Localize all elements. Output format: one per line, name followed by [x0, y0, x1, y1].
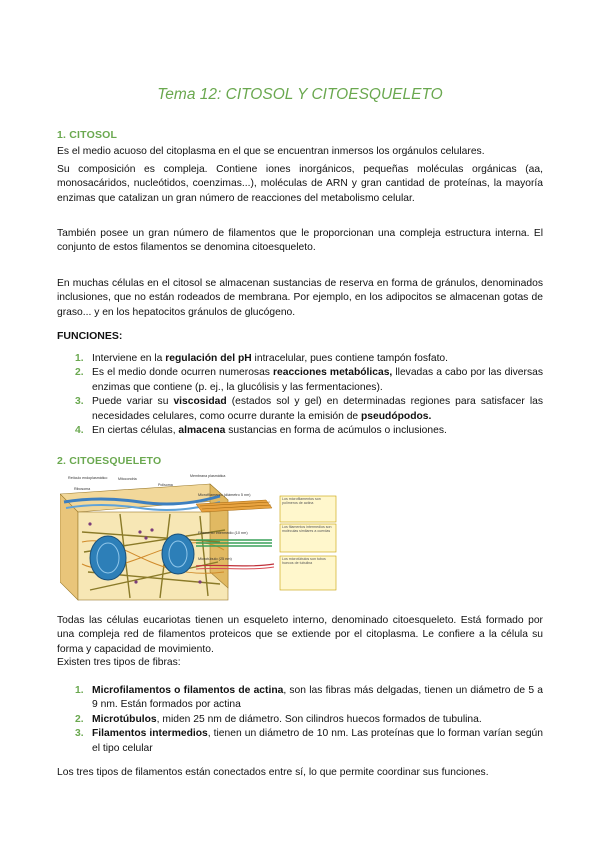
figure-label: Polisoma: [158, 483, 173, 487]
list-item: 4. En ciertas células, almacena sustancias en forma de acúmulos o inclusiones.: [75, 425, 447, 437]
funciones-heading: FUNCIONES:: [57, 330, 123, 342]
figure-label: Mitocondria: [118, 477, 137, 481]
paragraph: En muchas células en el citosol se almacenan sustancias de reserva en forma de gránulos, denominados inclusiones, que no están rodeados de membrana. Por ejemplo, en los adipocitos se almacenan gotas de graso... y en los hepatocitos gránulos de glucógeno.: [57, 278, 543, 318]
paragraph: Los tres tipos de filamentos están conectados entre sí, lo que permite coordinar sus funciones.: [57, 767, 489, 778]
list-item: 1. Interviene en la regulación del pH intracelular, pues contiene tampón fosfato.: [75, 353, 449, 364]
list-item: 3. Puede variar su viscosidad (estados sol y gel) en determinadas regiones para satisfacer las necesidades celulares, como ocurre durante la emisión de pseudópodos.: [75, 396, 543, 422]
list-item: 2. Es el medio donde ocurren numerosas reacciones metabólicas, llevadas a cabo por las diversas enzimas que contiene (p. ej., la glucólisis y las fermentaciones).: [75, 367, 543, 393]
list-item: 2. Microtúbulos, miden 25 nm de diámetro. Son cilindros huecos formados de tubulina.: [75, 713, 482, 725]
figure-label: Retículo endoplasmático: [68, 476, 108, 480]
funciones-list: [57, 352, 543, 438]
section-heading-citoesqueleto: 2. CITOESQUELETO: [57, 455, 162, 467]
paragraph: También posee un gran número de filamentos que le proporcionan una compleja estructura interna. El conjunto de estos filamentos se denomina citoesqueleto.: [57, 228, 543, 254]
list-item: 3. Filamentos intermedios, tienen un diámetro de 10 nm. Las proteínas que lo forman varían según el tipo celular: [75, 728, 543, 754]
list-item: 1. Microfilamentos o filamentos de actina, son las fibras más delgadas, tienen un diámetro de 5 a 9 nm. Están formados por actina: [75, 685, 543, 711]
figure-label: Membrana plasmática: [190, 474, 226, 478]
paragraph: Existen tres tipos de fibras:: [57, 657, 181, 668]
svg-text:Microtúbulo (25 nm): Microtúbulo (25 nm): [198, 557, 232, 561]
fibras-list: [57, 684, 543, 756]
figure-note-1: Los microfilamentos son polímeros de actina: [280, 496, 336, 522]
page-title: Tema 12: CITOSOL Y CITOESQUELETO: [157, 86, 443, 103]
paragraph: Su composición es compleja. Contiene iones inorgánicos, pequeñas moléculas orgánicas (aa, monosacáridos, nucleótidos, coenzimas...), moléculas de ARN y gran cantidad de proteínas, la mayoría enzimas que catalizan un gran número de reacciones del metabolismo celular.: [57, 164, 543, 204]
paragraph: Todas las células eucariotas tienen un esqueleto interno, denominado citoesqueleto. Está formado por una compleja red de filamentos proteicos que se extiende por el citoplasma. Le confiere a la célula su forma y capacidad de movimiento.: [57, 615, 543, 655]
citoesqueleto-figure: [60, 472, 536, 602]
svg-text:Filamento intermedio (10 nm): Filamento intermedio (10 nm): [198, 531, 248, 535]
svg-text:Microfilamento (diámetro 5 nm): Microfilamento (diámetro 5 nm): [198, 493, 251, 497]
figure-note-2: Los filamentos intermedios son moléculas similares a cuerdas: [280, 524, 336, 552]
figure-note-3: Los microtúbulos son tubos huecos de tubulina: [280, 556, 336, 590]
figure-label: Ribosoma: [74, 487, 91, 491]
cell-illustration: [60, 484, 228, 600]
filament-microfilamento: [196, 493, 272, 512]
paragraph: Es el medio acuoso del citoplasma en el que se encuentran inmersos los orgánulos celulares.: [57, 146, 485, 157]
section-heading-citosol: 1. CITOSOL: [57, 129, 118, 141]
